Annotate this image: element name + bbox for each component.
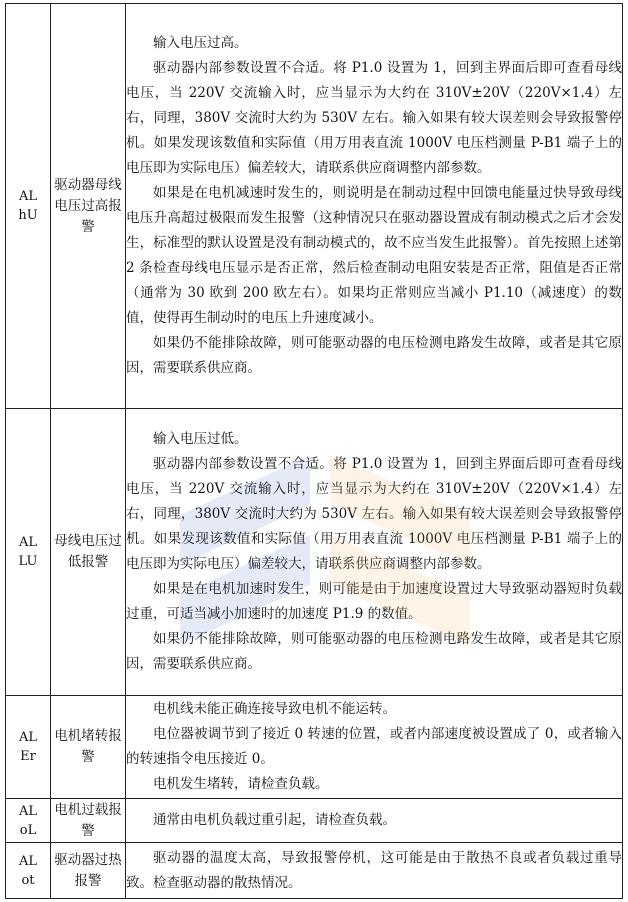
description-paragraph: 电机发生堵转，请检查负载。 [153, 776, 329, 792]
description-paragraph: 如果仍不能排除故障，则可能驱动器的电压检测电路发生故障，或者是其它原因，需要联系供应商。 [126, 631, 622, 672]
description-paragraph: 如果是在电机减速时发生的，则说明是在制动过程中回馈电能量过快导致母线电压升高超过极限而发生报警（这种情况只在驱动器设置成有制动模式之后才会发生，标准型的默认设置是没有制动模式的，故不应当发生此报警）。首先按照上述第 2 条检查母线电压显示是否正常，然后检查制动电阻安装是否正常，阻值是否正常（通常为 30 欧到 200 欧左右）。如果均正常则应当减小 P1.10（减速度）的数值，使得再生制动时的电压上升速度减小。 [126, 185, 622, 326]
description-paragraph: 输入电压过高。 [153, 35, 248, 51]
alarm-description [126, 409, 623, 696]
alarm-name: 电机过载报警 [51, 799, 126, 843]
alarm-name: 电机堵转报警 [51, 696, 126, 799]
alarm-code: AL LU [6, 409, 51, 696]
table-row [6, 409, 623, 696]
alarm-description [126, 4, 623, 409]
description-paragraph: 驱动器的温度太高，导致报警停机，这可能是由于散热不良或者负载过重导致。检查驱动器的散热情况。 [126, 849, 622, 891]
table-row [6, 843, 623, 899]
alarm-name: 母线电压过低报警 [51, 409, 126, 696]
description-paragraph: 如果仍不能排除故障，则可能驱动器的电压检测电路发生故障，或者是其它原因，需要联系供应商。 [126, 335, 622, 376]
description-paragraph: 驱动器内部参数设置不合适。将 P1.0 设置为 1，回到主界面后即可查看母线电压，当 220V 交流输入时，应当显示为大约在 310V±20V（220V×1.4）左右，同理，380V 交流时大约为 530V 左右。输入如果有较大误差则会导致报警停机。如果发现该数值和实际值（用万用表直流 1000V 电压档测量 P-B1 端子上的电压即为实际电压）偏差较大，请联系供应商调整内部参数。 [126, 456, 622, 572]
alarm-code: AL ot [6, 843, 51, 899]
alarm-name: 驱动器母线电压过高报警 [51, 4, 126, 409]
alarm-code: AL hU [6, 4, 51, 409]
alarm-code: AL oL [6, 799, 51, 843]
description-paragraph: 如果是在电机加速时发生，则可能是由于加速度设置过大导致驱动器短时负载过重，可适当减小加速时的加速度 P1.9 的数值。 [126, 581, 622, 622]
alarm-description [126, 843, 623, 899]
alarm-table [5, 3, 623, 899]
description-paragraph: 驱动器内部参数设置不合适。将 P1.0 设置为 1，回到主界面后即可查看母线电压，当 220V 交流输入时，应当显示为大约在 310V±20V（220V×1.4）左右，同理，380V 交流时大约为 530V 左右。输入如果有较大误差则会导致报警停机。如果发现该数值和实际值（用万用表直流 1000V 电压档测量 P-B1 端子上的电压即为实际电压）偏差较大，请联系供应商调整内部参数。 [126, 60, 622, 176]
description-paragraph: 输入电压过低。 [153, 431, 248, 447]
description-paragraph: 电位器被调节到了接近 0 转速的位置，或者内部速度被设置成了 0，或者输入的转速指令电压接近 0。 [126, 726, 622, 767]
alarm-description [126, 696, 623, 799]
alarm-code: AL Er [6, 696, 51, 799]
description-paragraph: 电机线未能正确连接导致电机不能运转。 [153, 701, 396, 717]
description-paragraph: 通常由电机负载过重引起，请检查负载。 [153, 812, 396, 828]
alarm-description [126, 799, 623, 843]
table-row [6, 696, 623, 799]
table-row [6, 4, 623, 409]
table-row [6, 799, 623, 843]
alarm-name: 驱动器过热报警 [51, 843, 126, 899]
